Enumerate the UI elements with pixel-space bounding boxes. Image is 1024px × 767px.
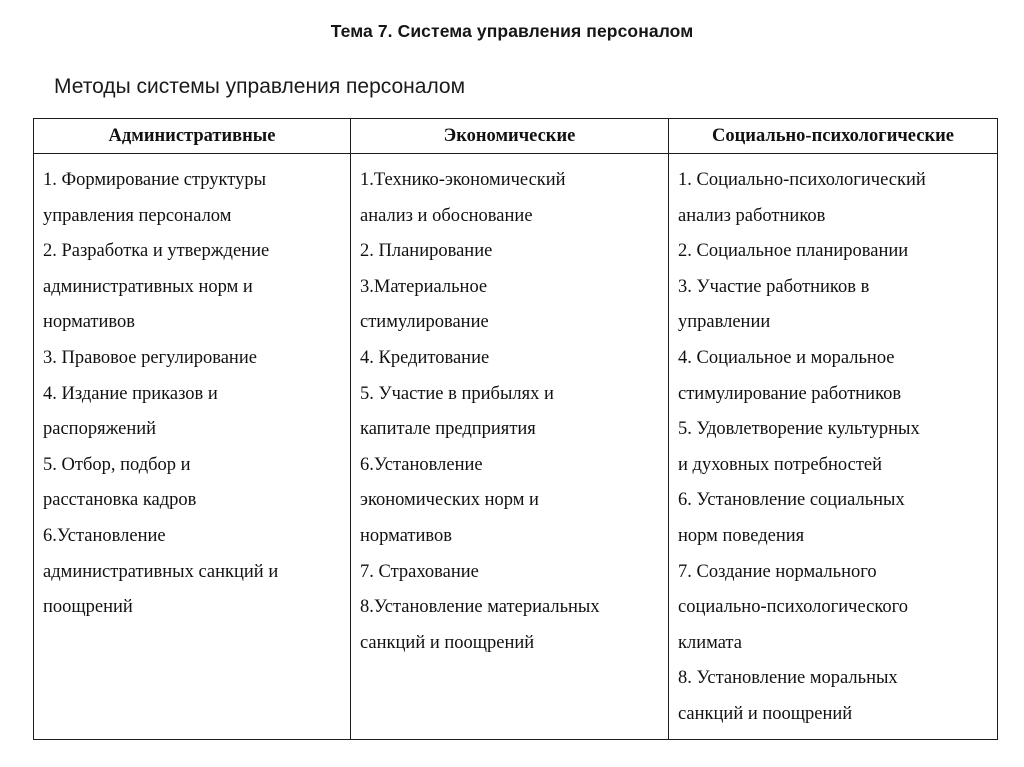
list-item: 4. Издание приказов и: [43, 383, 218, 404]
list-item: стимулирование: [360, 312, 489, 333]
list-item: 2. Планирование: [360, 241, 493, 262]
list-item: 6.Установление: [360, 454, 483, 475]
methods-table: [33, 118, 998, 740]
list-item: 1. Социально-психологический: [678, 170, 926, 190]
list-item: 3. Участие работников в: [678, 276, 870, 297]
list-item: санкций и поощрений: [360, 632, 535, 653]
list-item: 3. Правовое регулирование: [43, 347, 257, 368]
list-item: нормативов: [360, 525, 453, 546]
list-item: управлении: [678, 312, 771, 333]
list-item: 3.Материальное: [360, 276, 488, 297]
table-body: [34, 154, 998, 740]
list-item: 6.Установление: [43, 525, 166, 546]
list-item: и духовных потребностей: [678, 454, 883, 475]
list-item: климата: [678, 632, 742, 653]
section-subtitle: Методы системы управления персоналом: [54, 75, 466, 98]
list-item: административных санкций и: [43, 561, 279, 582]
administrative-methods-list: [43, 163, 344, 626]
list-item: 7. Страхование: [360, 561, 479, 582]
list-item: 6. Установление социальных: [678, 490, 905, 511]
list-item: 5. Участие в прибылях и: [360, 383, 554, 404]
list-item: 5. Отбор, подбор и: [43, 454, 191, 475]
list-item: 7. Создание нормального: [678, 561, 877, 582]
list-item: 4. Социальное и моральное: [678, 347, 895, 368]
page-title: Тема 7. Система управления персоналом: [330, 21, 694, 41]
cell-economic-methods: [351, 154, 669, 740]
list-item: 5. Удовлетворение культурных: [678, 419, 920, 440]
social-psychological-methods-list: [678, 163, 991, 733]
table-header-row: [34, 119, 998, 154]
list-item: анализ работников: [678, 205, 826, 226]
economic-methods-list: [360, 163, 662, 661]
list-item: стимулирование работников: [678, 383, 902, 404]
list-item: 2. Социальное планировании: [678, 241, 909, 262]
list-item: норм поведения: [678, 525, 805, 546]
list-item: 8. Установление моральных: [678, 668, 898, 689]
list-item: управления персоналом: [43, 205, 232, 226]
table-row: [34, 154, 998, 740]
table-header-row-group: [34, 119, 998, 154]
cell-social-psychological-methods: [669, 154, 998, 740]
list-item: 4. Кредитование: [360, 347, 490, 368]
list-item: экономических норм и: [360, 490, 539, 511]
column-header-administrative: Административные: [34, 119, 351, 154]
cell-administrative-methods: [34, 154, 351, 740]
list-item: анализ и обоснование: [360, 205, 533, 226]
list-item: 1. Формирование структуры: [43, 170, 267, 190]
list-item: 1.Технико-экономический: [360, 170, 566, 190]
list-item: нормативов: [43, 312, 136, 333]
column-header-social-psychological: Социально-психологические: [669, 119, 998, 154]
list-item: расстановка кадров: [43, 490, 197, 511]
list-item: социально-психологического: [678, 597, 909, 618]
list-item: распоряжений: [43, 419, 157, 440]
list-item: поощрений: [43, 597, 133, 618]
column-header-economic: Экономические: [351, 119, 669, 154]
list-item: капитале предприятия: [360, 419, 536, 440]
list-item: 2. Разработка и утверждение: [43, 241, 270, 262]
list-item: административных норм и: [43, 276, 253, 297]
list-item: 8.Установление материальных: [360, 597, 600, 618]
list-item: санкций и поощрений: [678, 703, 853, 724]
